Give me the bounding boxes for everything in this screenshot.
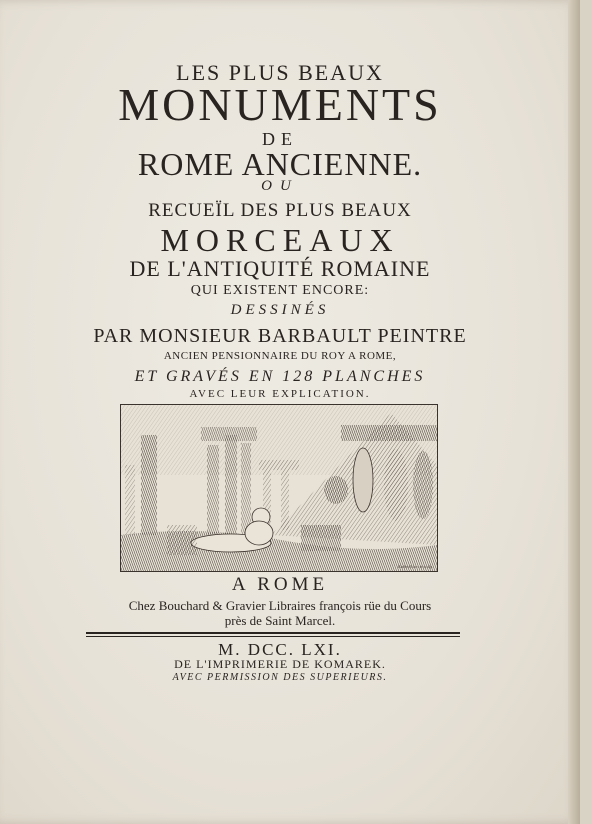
title-line-6: RECUEÏL DES PLUS BEAUX bbox=[148, 200, 412, 221]
title-line-9: QUI EXISTENT ENCORE: bbox=[190, 283, 370, 298]
title-line-7: MORCEAUX bbox=[160, 222, 400, 258]
title-line-4: ROME ANCIENNE. bbox=[137, 146, 423, 182]
imprint-place: A ROME bbox=[231, 574, 329, 595]
title-line-13: ET GRAVÉS EN 128 PLANCHES bbox=[134, 368, 426, 385]
title-line-3: DE bbox=[262, 129, 298, 149]
engraver-credit: Barbault inv. et sculp. bbox=[398, 564, 433, 569]
page-edge bbox=[568, 0, 580, 824]
double-rule-top bbox=[86, 632, 460, 634]
title-line-12: ANCIEN PENSIONNAIRE DU ROY A ROME, bbox=[163, 350, 397, 362]
imprint-date: M. DCC. LXI. bbox=[218, 640, 342, 659]
imprint-permission: AVEC PERMISSION DES SUPERIEURS. bbox=[172, 672, 388, 683]
imprint-publisher-line-1: Chez Bouchard & Gravier Libraires françois rüe du Cours bbox=[128, 598, 432, 613]
vignette-image bbox=[121, 405, 437, 571]
title-line-10: DESSINÉS bbox=[230, 302, 330, 318]
double-rule-bottom bbox=[86, 636, 460, 637]
title-line-2: MONUMENTS bbox=[118, 79, 442, 130]
engraved-vignette bbox=[120, 404, 438, 572]
title-line-14: AVEC LEUR EXPLICATION. bbox=[189, 388, 371, 400]
imprint-printer: DE L'IMPRIMERIE DE KOMAREK. bbox=[174, 657, 386, 671]
title-line-8: DE L'ANTIQUITÉ ROMAINE bbox=[129, 256, 431, 281]
imprint-publisher-line-2: près de Saint Marcel. bbox=[224, 613, 336, 628]
title-line-1: LES PLUS BEAUX bbox=[176, 60, 384, 85]
title-line-5: OU bbox=[261, 178, 299, 194]
title-line-11: PAR MONSIEUR BARBAULT PEINTRE bbox=[93, 325, 467, 347]
